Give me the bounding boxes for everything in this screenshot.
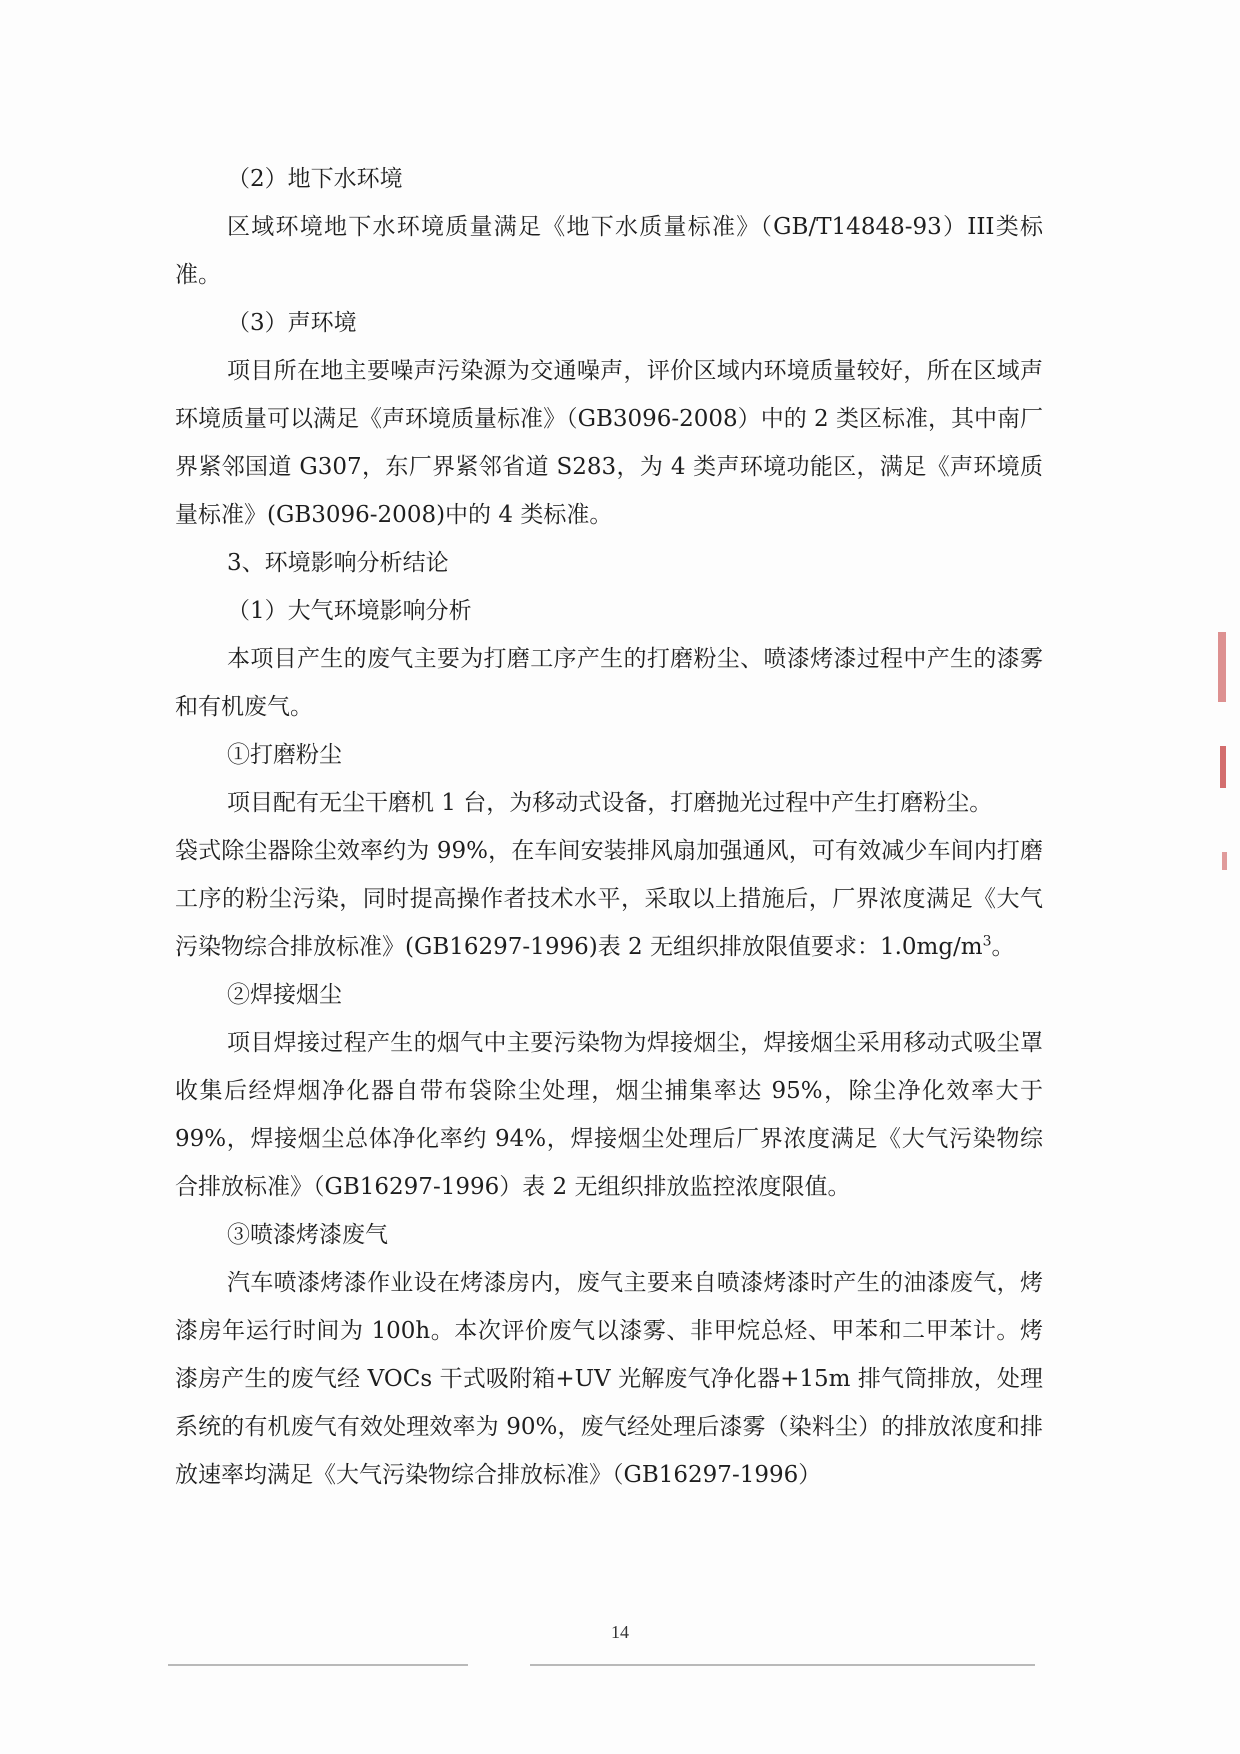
paragraph-text: ③喷漆烤漆废气 bbox=[227, 1222, 388, 1248]
paragraph bbox=[175, 155, 1043, 203]
body-text bbox=[175, 155, 1043, 1499]
paragraph-text: 项目焊接过程产生的烟气中主要污染物为焊接烟尘，焊接烟尘采用移动式吸尘罩收集后经焊烟净化器自带布袋除尘处理，烟尘捕集率达 95%，除尘净化效率大于 99%，焊接烟尘总体净化率约 94%，焊接烟尘处理后厂界浓度满足《大气污染物综合排放标准》（GB16297-1996）表 2 无组织排放监控浓度限值。 bbox=[175, 1030, 1043, 1200]
paragraph-text: ②焊接烟尘 bbox=[227, 982, 342, 1008]
paragraph bbox=[175, 539, 1043, 587]
paragraph-text: ①打磨粉尘 bbox=[227, 742, 342, 768]
paragraph bbox=[175, 827, 1043, 971]
paragraph bbox=[175, 1019, 1043, 1211]
paragraph bbox=[175, 635, 1043, 731]
paragraph bbox=[175, 971, 1043, 1019]
paragraph bbox=[175, 299, 1043, 347]
seal-mark bbox=[1218, 632, 1226, 702]
paragraph-text: 项目所在地主要噪声污染源为交通噪声，评价区域内环境质量较好，所在区域声环境质量可以满足《声环境质量标准》（GB3096-2008）中的 2 类区标准，其中南厂界紧邻国道 G307，东厂界紧邻省道 S283，为 4 类声环境功能区，满足《声环境质量标准》(GB3096-2008)中的 4 类标准。 bbox=[175, 358, 1043, 528]
footer-rule-left bbox=[168, 1664, 468, 1666]
paragraph bbox=[175, 779, 1043, 827]
seal-mark bbox=[1222, 852, 1227, 870]
paragraph-suffix: 。 bbox=[991, 934, 1015, 960]
paragraph bbox=[175, 587, 1043, 635]
footer-rule-right bbox=[530, 1664, 1035, 1666]
paragraph bbox=[175, 1259, 1043, 1499]
paragraph-text: 项目配有无尘干磨机 1 台，为移动式设备，打磨抛光过程中产生打磨粉尘。 bbox=[227, 790, 993, 816]
paragraph bbox=[175, 203, 1043, 299]
paragraph-text: （2）地下水环境 bbox=[227, 166, 403, 192]
paragraph-text: （1）大气环境影响分析 bbox=[227, 598, 472, 624]
paragraph-text: （3）声环境 bbox=[227, 310, 357, 336]
paragraph-text: 袋式除尘器除尘效率约为 99%，在车间安装排风扇加强通风，可有效减少车间内打磨工序的粉尘污染，同时提高操作者技术水平，采取以上措施后，厂界浓度满足《大气污染物综合排放标准》(GB16297-1996)表 2 无组织排放限值要求：1.0mg/m bbox=[175, 838, 1043, 960]
paragraph-text: 本项目产生的废气主要为打磨工序产生的打磨粉尘、喷漆烤漆过程中产生的漆雾和有机废气。 bbox=[175, 646, 1043, 720]
superscript: 3 bbox=[982, 933, 992, 950]
paragraph-text: 汽车喷漆烤漆作业设在烤漆房内，废气主要来自喷漆烤漆时产生的油漆废气，烤漆房年运行时间为 100h。本次评价废气以漆雾、非甲烷总烃、甲苯和二甲苯计。烤漆房产生的废气经 VOCs 干式吸附箱+UV 光解废气净化器+15m 排气筒排放，处理系统的有机废气有效处理效率为 90%，废气经处理后漆雾（染料尘）的排放浓度和排放速率均满足《大气污染物综合排放标准》（GB16297-1996） bbox=[175, 1270, 1043, 1488]
paragraph-text: 区域环境地下水环境质量满足《地下水质量标准》（GB/T14848-93）III类标准。 bbox=[175, 214, 1043, 288]
seal-mark bbox=[1220, 746, 1226, 788]
paragraph bbox=[175, 347, 1043, 539]
page-number: 14 bbox=[611, 1622, 629, 1642]
paragraph bbox=[175, 731, 1043, 779]
paragraph-text: 3、环境影响分析结论 bbox=[227, 550, 449, 576]
paragraph bbox=[175, 1211, 1043, 1259]
